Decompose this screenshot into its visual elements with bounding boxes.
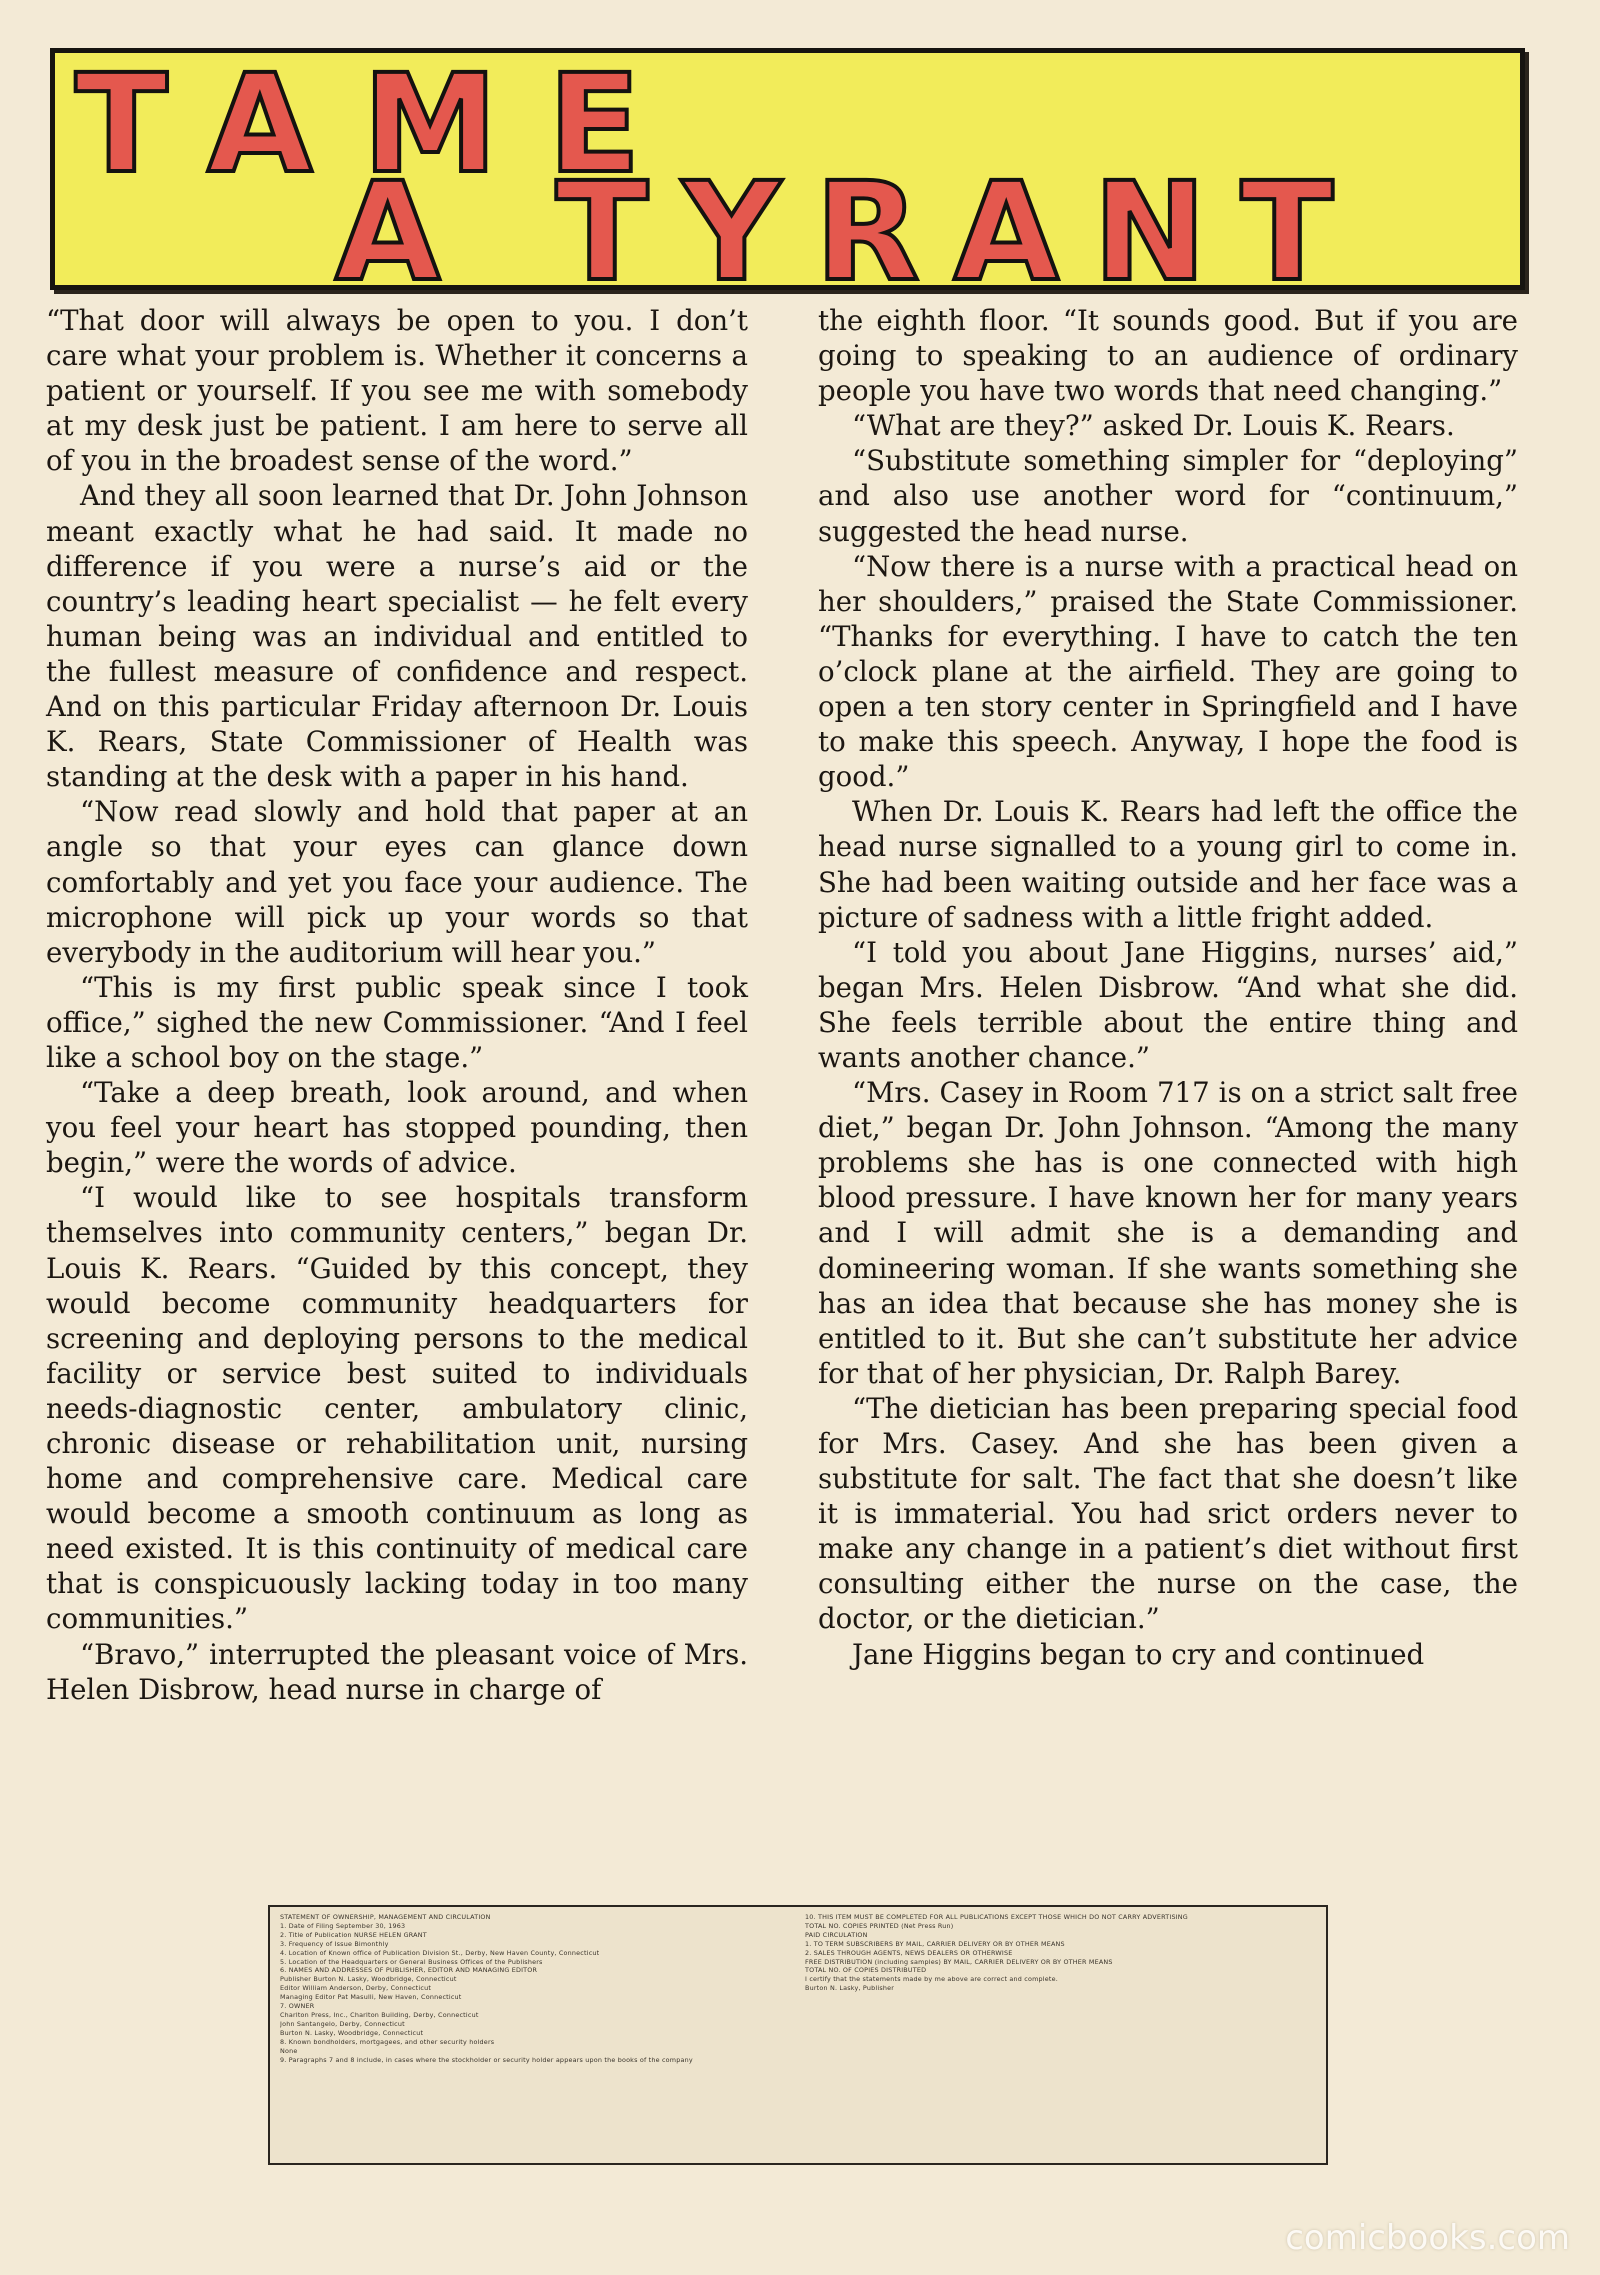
story-paragraph: “That door will always be open to you. I don’t care what your problem is. Whether it concerns a patient or yourself. If you see me with somebody at my desk just be patient. I am here to serve all of you in the broadest sense of the word.” bbox=[46, 304, 748, 478]
statement-line: 7. OWNER bbox=[280, 2002, 315, 2011]
statement-line: 2. SALES THROUGH AGENTS, NEWS DEALERS OR OTHERWISE bbox=[805, 1948, 1013, 1957]
statement-line: Burton N. Lasky, Publisher bbox=[805, 1984, 895, 1993]
statement-line: 3. Frequency of Issue Bimonthly bbox=[280, 1939, 389, 1948]
story-paragraph: “Now there is a nurse with a practical head on her shoulders,” praised the State Commissioner. “Thanks for everything. I have to catch the ten o’clock plane at the airfield. They are going to open a ten story center in Springfield and I have to make this speech. Anyway, I hope the food is good.” bbox=[818, 549, 1518, 794]
statement-line: TOTAL NO. OF COPIES DISTRIBUTED bbox=[805, 1966, 927, 1975]
story-paragraph: And they all soon learned that Dr. John Johnson meant exactly what he had said. It made no difference if you were a nurse’s aid or the country’s leading heart specialist — he felt every human being was an individual and entitled to the fullest measure of confidence and respect. And on this particular Friday afternoon Dr. Louis K. Rears, State Commissioner of Health was standing at the desk with a paper in his hand. bbox=[46, 479, 748, 794]
story-paragraph: “I would like to see hospitals transform themselves into community centers,” began Dr. Louis K. Rears. “Guided by this concept, they would become community headquarters for screening and deploying persons to the medical facility or service best suited to individuals needs-diagnostic center, ambulatory clinic, chronic disease or rehabilitation unit, nursing home and comprehensive care. Medical care would become a smooth continuum as long as need existed. It is this continuity of medical care that is conspicuously lacking today in too many communities.” bbox=[46, 1181, 748, 1636]
statement-line: I certify that the statements made by me above are correct and complete. bbox=[805, 1975, 1058, 1984]
title-line-2: A TYRANT bbox=[335, 154, 1368, 312]
statement-line: 9. Paragraphs 7 and 8 include, in cases where the stockholder or security holder appears upon the books of the company bbox=[280, 2055, 693, 2064]
statement-line: 4. Location of Known office of Publication Division St., Derby, New Haven County, Connecticut bbox=[280, 1948, 600, 1957]
statement-line: PAID CIRCULATION bbox=[805, 1930, 868, 1939]
statement-line: 10. THIS ITEM MUST BE COMPLETED FOR ALL PUBLICATIONS EXCEPT THOSE WHICH DO NOT CARRY ADVERTISING bbox=[805, 1913, 1188, 1921]
statement-right-column bbox=[805, 1913, 1310, 1993]
story-paragraph: Jane Higgins began to cry and continued bbox=[852, 1637, 1425, 1671]
left-text-column bbox=[46, 303, 748, 1707]
story-paragraph: “Take a deep breath, look around, and when you feel your heart has stopped pounding, then begin,” were the words of advice. bbox=[46, 1076, 748, 1180]
watermark: comicbooks.com bbox=[1285, 2218, 1570, 2258]
statement-line: 1. Date of Filing September 30, 1963 bbox=[280, 1921, 406, 1930]
statement-line: 2. Title of Publication NURSE HELEN GRANT bbox=[280, 1930, 427, 1939]
story-paragraph: “Substitute something simpler for “deploying” and also use another word for “continuum,” suggested the head nurse. bbox=[818, 444, 1518, 548]
title-line-1: TAME bbox=[75, 46, 691, 204]
statement-of-ownership bbox=[268, 1905, 1328, 2165]
story-paragraph: “Bravo,” interrupted the pleasant voice of Mrs. Helen Disbrow, head nurse in charge of bbox=[46, 1637, 748, 1706]
story-paragraph: When Dr. Louis K. Rears had left the office the head nurse signalled to a young girl to come in. She had been waiting outside and her face was a picture of sadness with a little fright added. bbox=[818, 795, 1518, 934]
statement-line: 6. NAMES AND ADDRESSES OF PUBLISHER, EDITOR AND MANAGING EDITOR bbox=[280, 1966, 538, 1975]
statement-line: TOTAL NO. COPIES PRINTED (Net Press Run) bbox=[805, 1921, 954, 1930]
statement-line: STATEMENT OF OWNERSHIP, MANAGEMENT AND CIRCULATION bbox=[280, 1913, 491, 1921]
statement-line: Editor William Anderson, Derby, Connecticut bbox=[280, 1984, 432, 1993]
statement-left-column bbox=[280, 1913, 785, 2064]
story-paragraph: “This is my first public speak since I took office,” sighed the new Commissioner. “And I feel like a school boy on the stage.” bbox=[46, 970, 748, 1074]
statement-line: Burton N. Lasky, Woodbridge, Connecticut bbox=[280, 2028, 424, 2037]
statement-line: Publisher Burton N. Lasky, Woodbridge, Connecticut bbox=[280, 1975, 457, 1984]
story-paragraph: “What are they?” asked Dr. Louis K. Rears. bbox=[852, 409, 1455, 443]
story-paragraph: “Mrs. Casey in Room 717 is on a strict salt free diet,” began Dr. John Johnson. “Among the many problems she has is one connected with high blood pressure. I have known her for many years and I will admit she is a demanding and domineering woman. If she wants something she has an idea that because she has money she is entitled to it. But she can’t substitute her advice for that of her physician, Dr. Ralph Barey. bbox=[818, 1076, 1518, 1390]
story-paragraph: the eighth floor. “It sounds good. But if you are going to speaking to an audience of ordinary people you have two words that need changing.” bbox=[818, 304, 1518, 408]
statement-line: FREE DISTRIBUTION (including samples) BY MAIL, CARRIER DELIVERY OR BY OTHER MEANS bbox=[805, 1957, 1113, 1966]
story-paragraph: “The dietician has been preparing special food for Mrs. Casey. And she has been given a substitute for salt. The fact that she doesn’t like it is immaterial. You had srict orders never to make any change in a patient’s diet without first consulting either the nurse on the case, the doctor, or the dietician.” bbox=[818, 1391, 1518, 1636]
statement-line: 8. Known bondholders, mortgagees, and other security holders bbox=[280, 2037, 495, 2046]
title-banner bbox=[50, 46, 1525, 312]
statement-line: None bbox=[280, 2046, 298, 2055]
right-text-column bbox=[818, 303, 1518, 1672]
statement-line: 1. TO TERM SUBSCRIBERS BY MAIL, CARRIER DELIVERY OR BY OTHER MEANS bbox=[805, 1939, 1065, 1948]
statement-line: John Santangelo, Derby, Connecticut bbox=[280, 2019, 405, 2028]
statement-line: Managing Editor Pat Masulli, New Haven, Connecticut bbox=[280, 1993, 462, 2002]
story-paragraph: “I told you about Jane Higgins, nurses’ aid,” began Mrs. Helen Disbrow. “And what she did. She feels terrible about the entire thing and wants another chance.” bbox=[818, 935, 1518, 1074]
statement-line: 5. Location of the Headquarters or General Business Offices of the Publishers bbox=[280, 1957, 543, 1966]
statement-line: Charlton Press, Inc., Charlton Building, Derby, Connecticut bbox=[280, 2010, 479, 2019]
story-paragraph: “Now read slowly and hold that paper at an angle so that your eyes can glance down comfortably and yet you face your audience. The microphone will pick up your words so that everybody in the auditorium will hear you.” bbox=[46, 795, 748, 969]
